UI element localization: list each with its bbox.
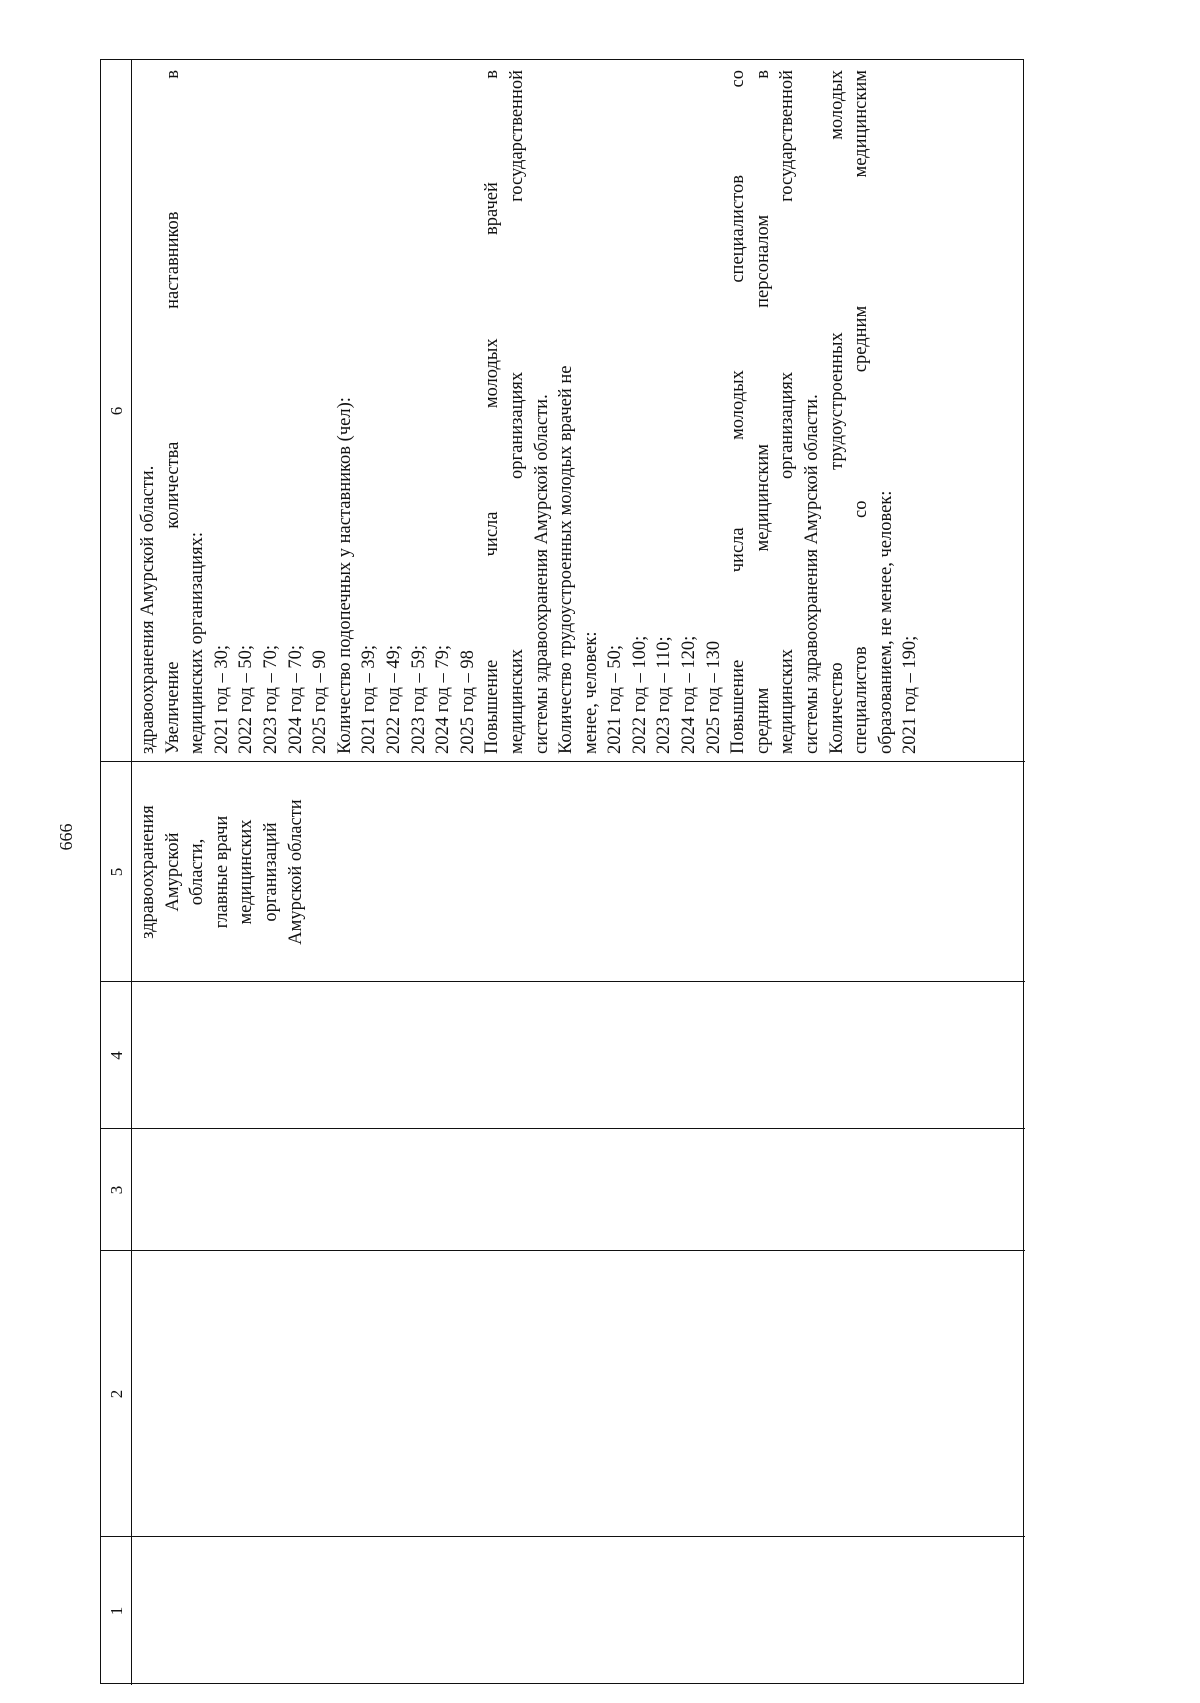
col6-line: медицинских организациях государственной (506, 70, 527, 754)
col6-line: специалистов со средним медицинским (851, 70, 872, 754)
col5-line: Амурской области (285, 799, 306, 945)
cell-responsible-executors (132, 762, 308, 982)
col6-line: 2025 год – 130 (703, 640, 724, 754)
col6-line: 2022 год – 49; (383, 644, 404, 754)
col6-line: менее, человек: (580, 631, 601, 754)
col6-line: Повышение числа молодых специалистов со (728, 70, 749, 754)
header-col-5: 5 (107, 867, 126, 877)
col6-line: медицинских организациях: (187, 532, 208, 754)
program-table (100, 59, 1024, 1684)
col5-line: медицинских (236, 819, 257, 925)
col6-line: системы здравоохранения Амурской области. (531, 394, 552, 754)
col6-line: 2023 год – 70; (260, 644, 281, 754)
col6-line: 2023 год – 110; (654, 636, 675, 754)
header-col-4: 4 (107, 1051, 126, 1060)
col6-line: здравоохранения Амурской области. (138, 465, 158, 754)
col6-line: 2024 год – 79; (433, 644, 454, 754)
col5-line: здравоохранения (138, 805, 158, 939)
table-rotated-content (101, 60, 1025, 1685)
col6-line: 2025 год – 98 (457, 650, 478, 754)
col5-line: организаций (260, 822, 281, 922)
col6-line: 2025 год – 90 (310, 650, 331, 754)
col6-line: 2023 год – 59; (408, 644, 429, 754)
header-col-3: 3 (107, 1185, 126, 1195)
col6-line: 2021 год – 50; (605, 644, 626, 754)
col6-line: 2022 год – 50; (236, 644, 257, 754)
col6-line: средним медицинским персоналом в (752, 70, 773, 754)
header-col-2: 2 (107, 1389, 126, 1399)
column-divider (101, 1536, 1025, 1537)
col6-line: Количество трудоустроенных молодых (826, 70, 847, 754)
col6-line: 2021 год – 30; (211, 644, 232, 754)
column-divider (101, 1128, 1025, 1129)
col6-line: 2021 год – 39; (359, 644, 380, 754)
table-header-row (101, 60, 132, 1685)
col5-line: области, (187, 838, 208, 906)
col6-line: 2024 год – 70; (285, 644, 306, 754)
header-col-1: 1 (107, 1606, 126, 1616)
col6-line: 2021 год – 190; (900, 635, 921, 754)
col6-line: системы здравоохранения Амурской области. (802, 394, 823, 754)
col6-line: Количество подопечных у наставников (чел): (334, 397, 355, 754)
col5-line: главные врачи (211, 815, 232, 929)
col6-line: 2022 год – 100; (629, 635, 650, 754)
col5-line: Амурской (162, 832, 183, 912)
col6-line: Количество трудоустроенных молодых врачей не (556, 365, 577, 754)
col6-line: Повышение числа молодых врачей в (482, 70, 503, 754)
page-number: 666 (56, 823, 76, 851)
col6-line: Увеличение количества наставников в (162, 70, 183, 754)
header-col-6: 6 (107, 406, 126, 416)
col6-line: медицинских организациях государственной (777, 70, 798, 754)
col6-line: 2024 год – 120; (679, 635, 700, 754)
col6-line: образованием, не менее, человек: (875, 490, 896, 754)
column-divider (101, 1250, 1025, 1251)
cell-expected-results (132, 60, 923, 762)
